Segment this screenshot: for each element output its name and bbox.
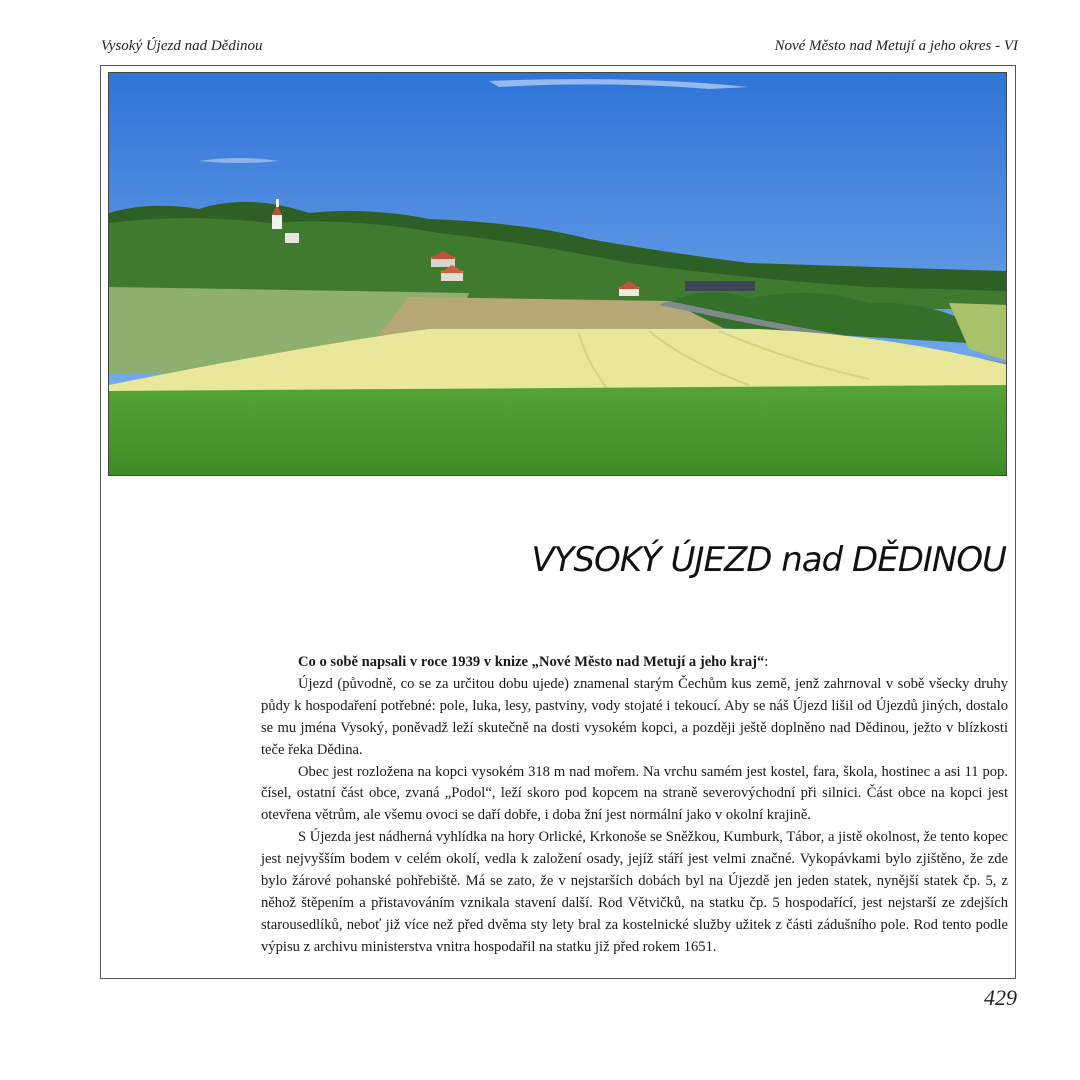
intro-paragraph [261,652,1008,674]
paragraph-3: S Újezda jest nádherná vyhlídka na hory Orlické, Krkonoše se Sněžkou, Kumburk, Tábor, a jistě okolnost, že tento kopec jest nejvyšším bodem v celém okolí, vedla k založení osady, jejíž stáří jest velmi značné. Vykopávkami bylo zjištěno, že zde bylo žárové pohanské pohřebiště. Má se zato, že v nejstarších dobách byl na Újezdě jen jeden statek, nynější statek čp. 5, z něhož štěpením a přistavováním vznikala stavení další. Rod Větvičků, na statku čp. 5 hospodařící, jest nejstarší ze zdejších starousedlíků, neboť již více než před dvěma sty lety bral za kostelnické služby užitek z části zádušního pole. Rod tento podle výpisu z archivu ministerstva vnitra hospodařil na statku již před rokem 1651. [261,829,1008,955]
paragraph-2: Obec jest rozložena na kopci vysokém 318 m nad mořem. Na vrchu samém jest kostel, fara, škola, hostinec a asi 11 pop. čísel, ostatní část obce, zvaná „Podol“, leží skoro pod kopcem na straně severovýchodní při silnici. Část obce na kopci jest otevřena větrům, ale všemu ovoci se daří dobře, i doba žní jest normální jako v okolní krajině. [261,763,1008,824]
intro-bold: Co o sobě napsali v roce 1939 v knize „Nové Město nad Metují a jeho kraj“ [298,654,765,670]
intro-colon: : [764,654,769,670]
landscape-photo [108,72,1007,476]
running-header-right: Nové Město nad Metují a jeho okres - VI [774,38,1018,54]
paragraph-1: Újezd (původně, co se za určitou dobu ujede) znamenal starým Čechům kus země, jenž zahrnoval v sobě všecky druhy půdy k hospodaření potřebné: pole, luka, lesy, pastviny, vody stojaté i tekoucí. Aby se náš Újezd lišil od Újezdů jiných, dostalo se mu jména Vysoký, poněvadž leží skutečně na dosti vysokém kopci, a později ještě doplněno nad Dědinou, ježto v blízkosti teče řeka Dědina. [261,675,1008,758]
running-header-left: Vysoký Újezd nad Dědinou [101,38,263,54]
body-text [261,652,1008,959]
page-number: 429 [984,985,1017,1010]
landscape-photo-icon [109,73,1007,476]
page-title: VYSOKÝ ÚJEZD nad DĚDINOU [531,540,1006,580]
